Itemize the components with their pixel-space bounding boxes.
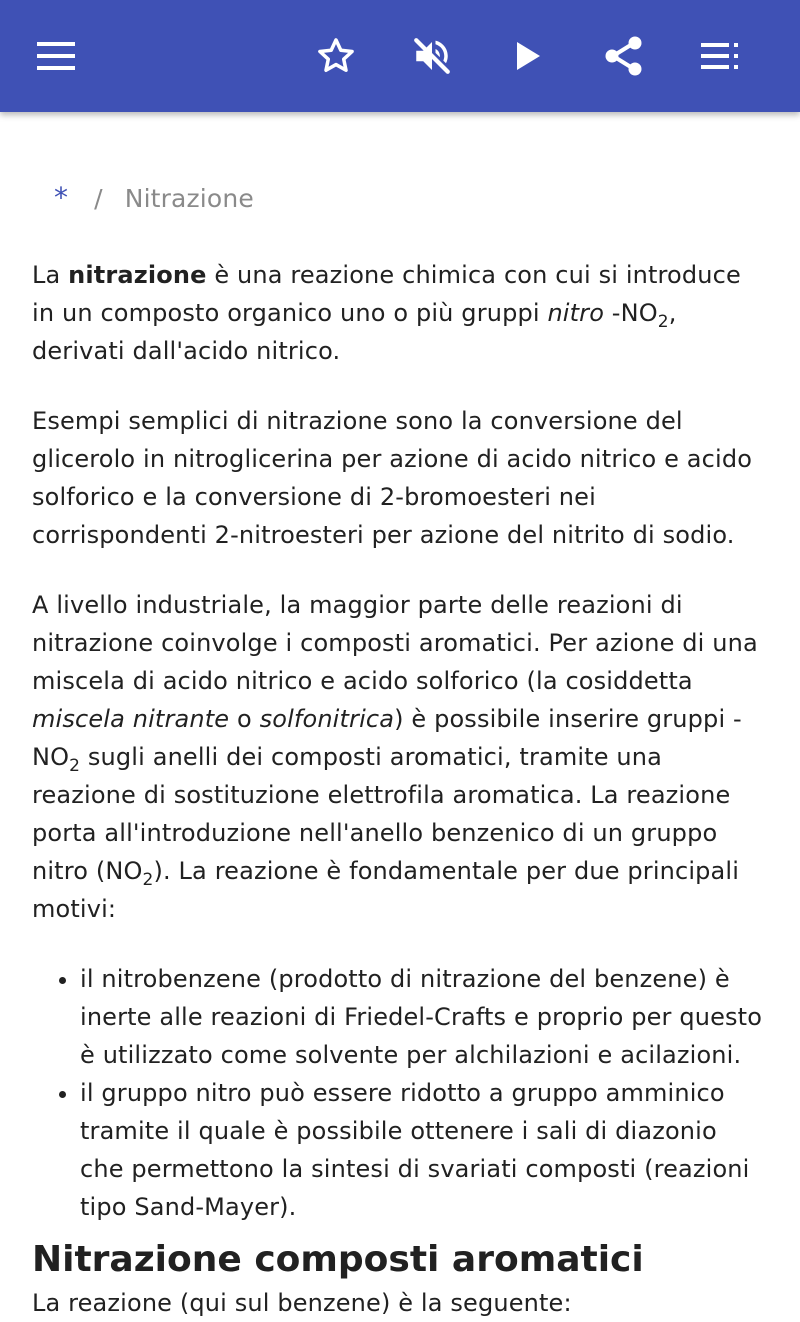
italic-term: miscela nitrante bbox=[32, 705, 230, 733]
playlist-icon bbox=[701, 43, 739, 69]
reasons-list bbox=[32, 960, 768, 1226]
app-toolbar bbox=[0, 0, 800, 112]
list-item: • il nitrobenzene (prodotto di nitrazione del benzene) è inerte alle reazioni di Friedel-Crafts e proprio per questo è utilizzato come solvente per alchilazioni e acilazioni. bbox=[80, 960, 768, 1074]
breadcrumb-home-link[interactable]: * bbox=[54, 181, 69, 214]
breadcrumb-separator: / bbox=[94, 184, 103, 213]
share-button[interactable] bbox=[588, 20, 660, 92]
subscript: 2 bbox=[657, 312, 669, 332]
text-run: La bbox=[32, 261, 69, 289]
list-item: • il gruppo nitro può essere ridotto a gruppo amminico tramite il quale è possibile ottenere i sali di diazonio che permettono la sintesi di svariati composti (reazioni tipo Sand-Mayer). bbox=[80, 1074, 768, 1226]
subscript: 2 bbox=[142, 870, 154, 890]
play-icon bbox=[513, 40, 543, 72]
reaction-intro-paragraph: La reazione (qui sul benzene) è la seguente: bbox=[32, 1289, 572, 1317]
mute-button[interactable] bbox=[396, 20, 468, 92]
text-run: -NO bbox=[604, 299, 658, 327]
industrial-paragraph bbox=[32, 586, 768, 928]
star-outline-icon bbox=[315, 35, 357, 77]
text-run: ). La reazione è fondamentale per due principali motivi: bbox=[32, 857, 740, 923]
play-button[interactable] bbox=[492, 20, 564, 92]
text-run: , derivati dall'acido nitrico. bbox=[32, 299, 677, 365]
text-run: sugli anelli dei composti aromatici, tramite una reazione di sostituzione elettrofila aromatica. La reazione porta all'introduzione nell'anello benzenico di un gruppo nitro (NO bbox=[32, 743, 731, 885]
article-content bbox=[32, 160, 768, 1322]
breadcrumb bbox=[32, 160, 768, 236]
text-run: è una reazione chimica con cui si introduce in un composto organico uno o più gruppi bbox=[32, 261, 741, 327]
bold-term: nitrazione bbox=[68, 261, 207, 289]
section-heading: Nitrazione composti aromatici bbox=[32, 1239, 644, 1280]
text-run: ) è possibile inserire gruppi -NO bbox=[32, 705, 742, 771]
favorite-button[interactable] bbox=[300, 20, 372, 92]
contents-list-button[interactable] bbox=[684, 20, 756, 92]
subscript: 2 bbox=[69, 756, 81, 776]
menu-button[interactable] bbox=[20, 20, 92, 92]
intro-paragraph bbox=[32, 256, 768, 370]
breadcrumb-current: Nitrazione bbox=[124, 184, 254, 213]
text-run: A livello industriale, la maggior parte delle reazioni di nitrazione coinvolge i composti aromatici. Per azione di una miscela di acido nitrico e acido solforico (la cosiddetta bbox=[32, 591, 758, 695]
examples-paragraph: Esempi semplici di nitrazione sono la conversione del glicerolo in nitroglicerina per azione di acido nitrico e acido solforico e la conversione di 2-bromoesteri nei corrispondenti 2-nitroesteri per azione del nitrito di sodio. bbox=[32, 407, 753, 549]
text-run: o bbox=[229, 705, 260, 733]
share-icon bbox=[604, 35, 644, 77]
italic-term: nitro bbox=[547, 299, 605, 327]
italic-term: solfonitrica bbox=[259, 705, 395, 733]
volume-off-icon bbox=[411, 35, 453, 77]
hamburger-menu-icon bbox=[37, 42, 75, 70]
